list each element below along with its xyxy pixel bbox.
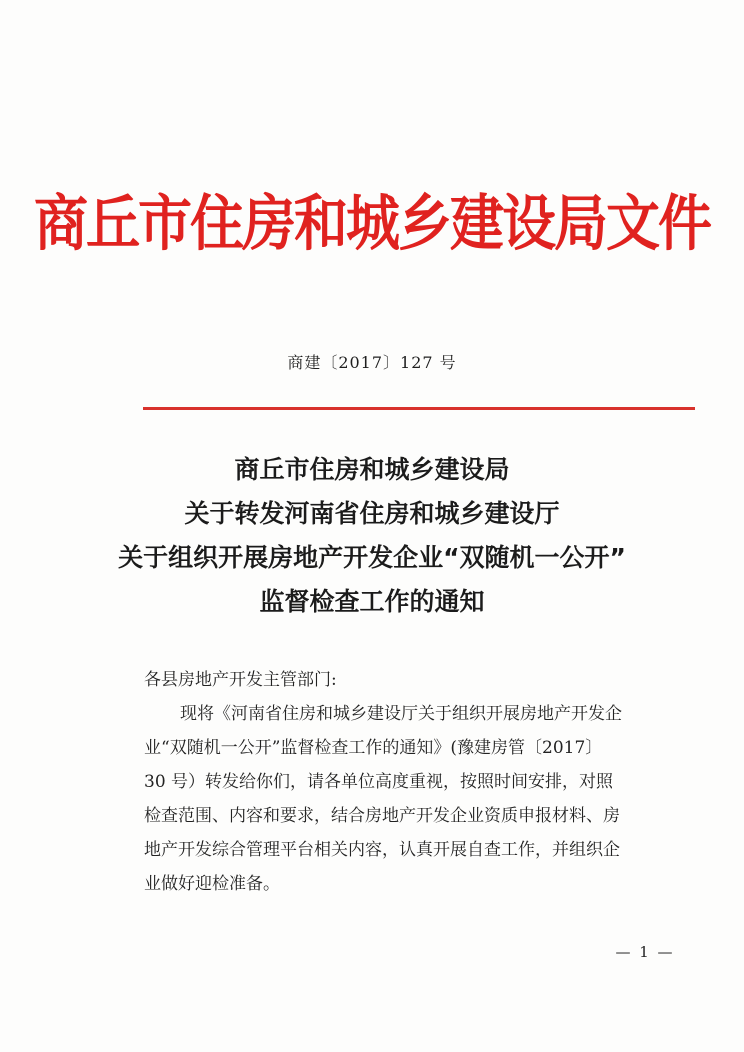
title-line-4: 监督检查工作的通知 xyxy=(259,587,485,616)
body-line: 30 号）转发给你们，请各单位高度重视，按照时间安排，对照 xyxy=(144,772,614,792)
page-number: — 1 — xyxy=(615,943,675,961)
body-line: 地产开发综合管理平台相关内容，认真开展自查工作，并组织企 xyxy=(144,840,620,860)
body-line: 业做好迎检准备。 xyxy=(144,874,280,894)
document-body xyxy=(144,663,700,901)
body-line: 业“双随机一公开”监督检查工作的通知》(豫建房管〔2017〕 xyxy=(144,738,603,758)
salutation: 各县房地产开发主管部门: xyxy=(144,670,337,690)
title-line-3: 关于组织开展房地产开发企业“双随机一公开” xyxy=(118,543,626,572)
issuer-red-header: 商丘市住房和城乡建设局文件 xyxy=(34,188,710,259)
document-title xyxy=(0,448,744,624)
document-number: 商建〔2017〕127 号 xyxy=(287,353,457,372)
red-separator-line xyxy=(143,407,695,410)
body-line: 现将《河南省住房和城乡建设厅关于组织开展房地产开发企 xyxy=(180,704,622,724)
title-line-2: 关于转发河南省住房和城乡建设厅 xyxy=(184,499,560,528)
title-line-1: 商丘市住房和城乡建设局 xyxy=(234,455,510,484)
body-line: 检查范围、内容和要求，结合房地产开发企业资质申报材料、房 xyxy=(144,806,620,826)
